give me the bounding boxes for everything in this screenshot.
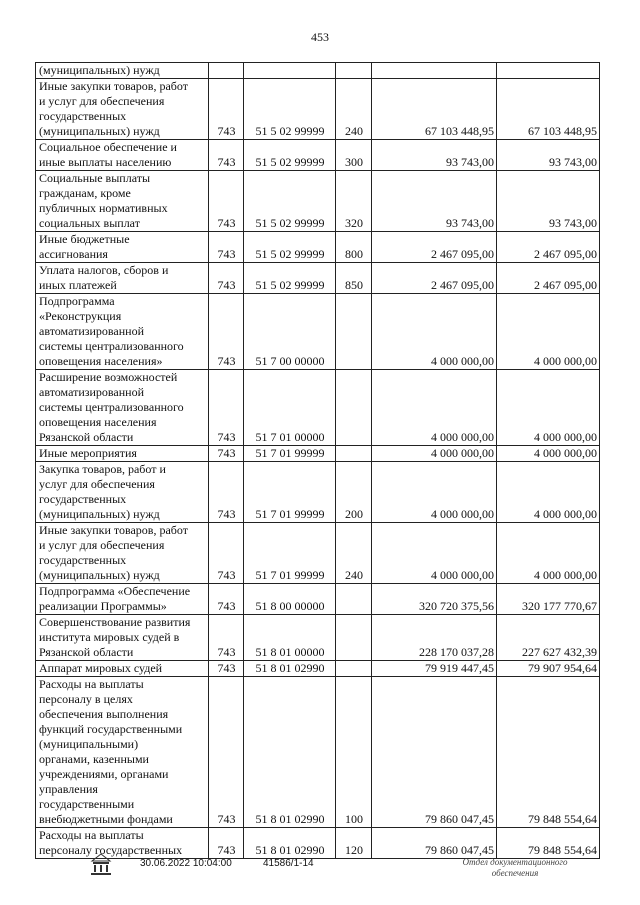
amount-1-cell: 4 000 000,00 <box>372 370 497 446</box>
table-row <box>36 677 600 828</box>
row-name-cell <box>36 171 209 232</box>
budget-table <box>35 62 600 859</box>
amount-2-cell: 93 743,00 <box>497 140 600 171</box>
table-row <box>36 446 600 462</box>
article-code-cell <box>244 63 336 79</box>
table-row <box>36 140 600 171</box>
ministry-code-cell: 743 <box>209 294 244 370</box>
row-name-line: Аппарат мировых судей <box>39 661 163 675</box>
row-name-line: системы централизованного <box>39 339 184 353</box>
row-name-line: Совершенствование развития <box>39 615 191 629</box>
article-code-cell: 51 8 01 00000 <box>244 615 336 661</box>
amount-1-cell: 228 170 037,28 <box>372 615 497 661</box>
amount-1-cell: 93 743,00 <box>372 171 497 232</box>
article-code-cell: 51 8 01 02990 <box>244 661 336 677</box>
amount-1-cell <box>372 63 497 79</box>
row-name-cell <box>36 615 209 661</box>
article-code-cell: 51 5 02 99999 <box>244 232 336 263</box>
expense-type-cell: 240 <box>336 79 372 140</box>
amount-1-cell: 79 860 047,45 <box>372 828 497 859</box>
amount-1-cell: 79 860 047,45 <box>372 677 497 828</box>
row-name-line: ассигнования <box>39 247 108 261</box>
row-name-cell <box>36 370 209 446</box>
row-name-cell <box>36 140 209 171</box>
amount-2-cell: 93 743,00 <box>497 171 600 232</box>
amount-1-cell: 320 720 375,56 <box>372 584 497 615</box>
ministry-code-cell: 743 <box>209 370 244 446</box>
row-name-line: Подпрограмма «Обеспечение <box>39 584 191 598</box>
row-name-line: Иные мероприятия <box>39 446 137 460</box>
expense-type-cell <box>336 615 372 661</box>
row-name-line: Рязанской области <box>39 645 134 659</box>
row-name-line: реализации Программы» <box>39 599 167 613</box>
row-name-line: (муниципальных) нужд <box>39 507 160 521</box>
table-row <box>36 232 600 263</box>
row-name-line: Подпрограмма <box>39 294 115 308</box>
footer-doc-number: 41586/1-14 <box>263 858 314 869</box>
row-name-line: «Реконструкция <box>39 309 122 323</box>
row-name-cell <box>36 462 209 523</box>
article-code-cell: 51 8 01 02990 <box>244 677 336 828</box>
amount-2-cell <box>497 63 600 79</box>
department-stamp <box>440 857 590 879</box>
row-name-cell <box>36 294 209 370</box>
ministry-code-cell: 743 <box>209 677 244 828</box>
table-row <box>36 263 600 294</box>
amount-2-cell: 4 000 000,00 <box>497 523 600 584</box>
row-name-line: обеспечения выполнения <box>39 707 169 721</box>
row-name-line: Иные закупки товаров, работ <box>39 79 188 93</box>
amount-1-cell: 2 467 095,00 <box>372 232 497 263</box>
amount-1-cell: 2 467 095,00 <box>372 263 497 294</box>
row-name-line: государственными <box>39 797 135 811</box>
expense-type-cell: 300 <box>336 140 372 171</box>
row-name-line: Иные бюджетные <box>39 232 130 246</box>
row-name-line: учреждениями, органами <box>39 767 169 781</box>
ministry-code-cell: 743 <box>209 661 244 677</box>
amount-2-cell: 79 907 954,64 <box>497 661 600 677</box>
row-name-cell <box>36 79 209 140</box>
article-code-cell: 51 7 01 00000 <box>244 370 336 446</box>
row-name-cell <box>36 446 209 462</box>
row-name-line: (муниципальных) нужд <box>39 63 160 77</box>
article-code-cell: 51 5 02 99999 <box>244 79 336 140</box>
article-code-cell: 51 7 01 99999 <box>244 523 336 584</box>
table-row <box>36 462 600 523</box>
table-row <box>36 294 600 370</box>
ministry-code-cell: 743 <box>209 523 244 584</box>
expense-type-cell <box>336 584 372 615</box>
table-row <box>36 370 600 446</box>
row-name-line: оповещения населения» <box>39 354 163 368</box>
row-name-line: персоналу в целях <box>39 692 133 706</box>
amount-1-cell: 4 000 000,00 <box>372 462 497 523</box>
amount-2-cell: 4 000 000,00 <box>497 462 600 523</box>
row-name-line: и услуг для обеспечения <box>39 538 165 552</box>
row-name-line: автоматизированной <box>39 385 145 399</box>
table-row <box>36 584 600 615</box>
row-name-line: иных платежей <box>39 278 117 292</box>
amount-2-cell: 2 467 095,00 <box>497 263 600 294</box>
row-name-line: института мировых судей в <box>39 630 180 644</box>
row-name-line: (муниципальными) <box>39 737 139 751</box>
amount-1-cell: 93 743,00 <box>372 140 497 171</box>
row-name-line: (муниципальных) нужд <box>39 124 160 138</box>
article-code-cell: 51 8 00 00000 <box>244 584 336 615</box>
row-name-line: оповещения населения <box>39 415 157 429</box>
row-name-cell <box>36 523 209 584</box>
row-name-line: персоналу государственных <box>39 843 183 857</box>
article-code-cell: 51 7 01 99999 <box>244 446 336 462</box>
row-name-line: автоматизированной <box>39 324 145 338</box>
stamp-line-2: обеспечения <box>491 868 539 878</box>
amount-1-cell: 4 000 000,00 <box>372 294 497 370</box>
row-name-line: социальных выплат <box>39 216 140 230</box>
article-code-cell: 51 5 02 99999 <box>244 140 336 171</box>
amount-2-cell: 320 177 770,67 <box>497 584 600 615</box>
amount-1-cell: 4 000 000,00 <box>372 523 497 584</box>
row-name-line: функций государственными <box>39 722 183 736</box>
article-code-cell: 51 7 01 99999 <box>244 462 336 523</box>
row-name-line: Закупка товаров, работ и <box>39 462 166 476</box>
amount-2-cell: 227 627 432,39 <box>497 615 600 661</box>
table-row <box>36 63 600 79</box>
article-code-cell: 51 8 01 02990 <box>244 828 336 859</box>
amount-1-cell: 79 919 447,45 <box>372 661 497 677</box>
expense-type-cell <box>336 294 372 370</box>
row-name-line: государственных <box>39 492 127 506</box>
page-number: 453 <box>311 30 329 44</box>
table-row <box>36 523 600 584</box>
expense-type-cell: 320 <box>336 171 372 232</box>
row-name-line: Рязанской области <box>39 430 134 444</box>
ministry-code-cell: 743 <box>209 140 244 171</box>
row-name-line: иные выплаты населению <box>39 155 172 169</box>
table-row <box>36 79 600 140</box>
amount-2-cell: 2 467 095,00 <box>497 232 600 263</box>
article-code-cell: 51 5 02 99999 <box>244 263 336 294</box>
expense-type-cell <box>336 446 372 462</box>
amount-1-cell: 67 103 448,95 <box>372 79 497 140</box>
row-name-cell <box>36 63 209 79</box>
table-row <box>36 828 600 859</box>
amount-2-cell: 79 848 554,64 <box>497 828 600 859</box>
ministry-code-cell: 743 <box>209 263 244 294</box>
row-name-cell <box>36 828 209 859</box>
ministry-code-cell: 743 <box>209 615 244 661</box>
amount-2-cell: 4 000 000,00 <box>497 294 600 370</box>
row-name-cell <box>36 661 209 677</box>
table-row <box>36 615 600 661</box>
expense-type-cell: 100 <box>336 677 372 828</box>
seal-logo-icon <box>88 852 114 878</box>
row-name-line: гражданам, кроме <box>39 186 131 200</box>
ministry-code-cell <box>209 63 244 79</box>
amount-2-cell: 79 848 554,64 <box>497 677 600 828</box>
expense-type-cell: 800 <box>336 232 372 263</box>
amount-2-cell: 67 103 448,95 <box>497 79 600 140</box>
article-code-cell: 51 7 00 00000 <box>244 294 336 370</box>
ministry-code-cell: 743 <box>209 462 244 523</box>
row-name-line: Социальное обеспечение и <box>39 140 177 154</box>
row-name-cell <box>36 584 209 615</box>
row-name-line: Социальные выплаты <box>39 171 151 185</box>
ministry-code-cell: 743 <box>209 828 244 859</box>
row-name-line: Расширение возможностей <box>39 370 178 384</box>
row-name-cell <box>36 232 209 263</box>
row-name-line: публичных нормативных <box>39 201 168 215</box>
article-code-cell: 51 5 02 99999 <box>244 171 336 232</box>
expense-type-cell <box>336 63 372 79</box>
row-name-line: системы централизованного <box>39 400 184 414</box>
row-name-line: услуг для обеспечения <box>39 477 155 491</box>
row-name-line: и услуг для обеспечения <box>39 94 165 108</box>
row-name-line: Уплата налогов, сборов и <box>39 263 169 277</box>
ministry-code-cell: 743 <box>209 584 244 615</box>
row-name-line: внебюджетными фондами <box>39 812 173 826</box>
table-row <box>36 171 600 232</box>
footer-timestamp: 30.06.2022 10:04:00 <box>140 858 232 869</box>
ministry-code-cell: 743 <box>209 232 244 263</box>
ministry-code-cell: 743 <box>209 79 244 140</box>
ministry-code-cell: 743 <box>209 171 244 232</box>
row-name-line: управления <box>39 782 98 796</box>
amount-2-cell: 4 000 000,00 <box>497 370 600 446</box>
row-name-line: Расходы на выплаты <box>39 828 144 842</box>
table-row <box>36 661 600 677</box>
stamp-line-1: Отдел документационного <box>462 857 568 867</box>
row-name-line: государственных <box>39 109 127 123</box>
row-name-cell <box>36 677 209 828</box>
ministry-code-cell: 743 <box>209 446 244 462</box>
budget-table-body <box>36 63 600 859</box>
expense-type-cell: 240 <box>336 523 372 584</box>
row-name-line: государственных <box>39 553 127 567</box>
amount-2-cell: 4 000 000,00 <box>497 446 600 462</box>
expense-type-cell <box>336 370 372 446</box>
row-name-line: органами, казенными <box>39 752 149 766</box>
row-name-line: Расходы на выплаты <box>39 677 144 691</box>
expense-type-cell: 120 <box>336 828 372 859</box>
row-name-line: Иные закупки товаров, работ <box>39 523 188 537</box>
expense-type-cell <box>336 661 372 677</box>
row-name-line: (муниципальных) нужд <box>39 568 160 582</box>
amount-1-cell: 4 000 000,00 <box>372 446 497 462</box>
expense-type-cell: 200 <box>336 462 372 523</box>
expense-type-cell: 850 <box>336 263 372 294</box>
row-name-cell <box>36 263 209 294</box>
